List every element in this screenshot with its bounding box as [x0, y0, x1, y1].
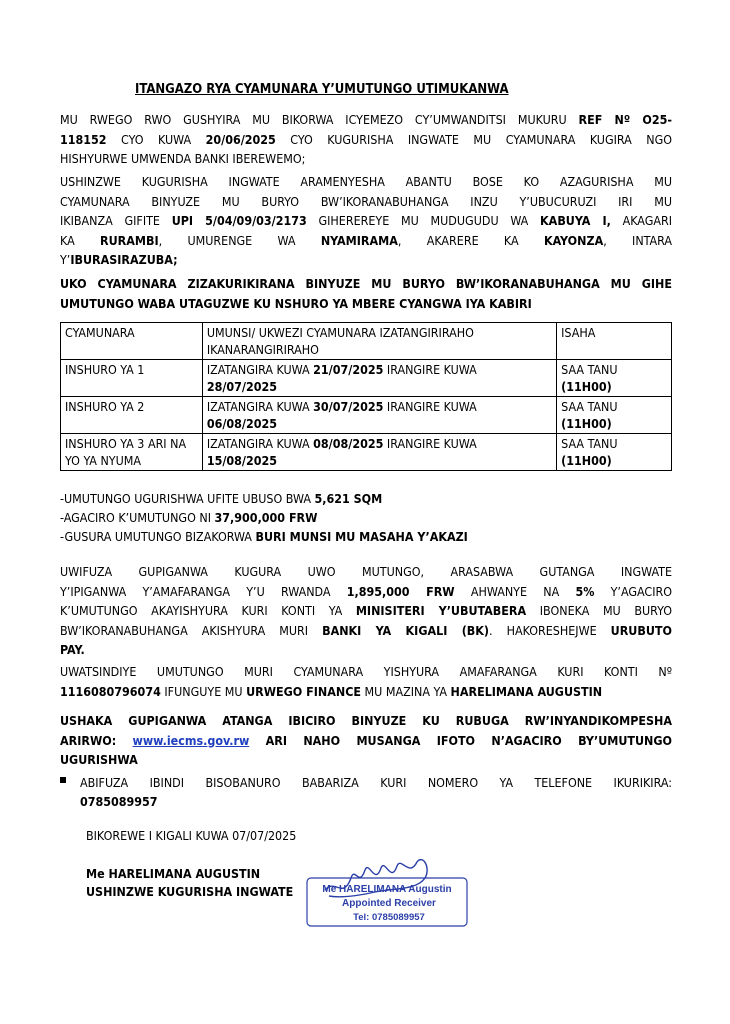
contact-line-1: ABIFUZA IBINDI BISOBANURO BABARIZA KURI NOMERO YA TELEFONE IKURIKIRA:: [80, 775, 672, 790]
phone-number: 0785089957: [80, 794, 158, 809]
reference-number: REF Nº O25-: [578, 112, 672, 127]
time-value: (11H00): [561, 416, 612, 431]
deposit-text: AHWANYE NA: [454, 583, 576, 599]
area-fact: [60, 489, 672, 508]
winner-payment-paragraph: [60, 662, 672, 701]
winner-line-1: UWATSINDIYE UMUTUNGO MURI CYAMUNARA YISHYURA AMAFARANGA KURI KONTI Nº: [60, 664, 672, 679]
winner-line-2: [60, 682, 672, 702]
auction-schedule-table: [60, 322, 672, 471]
deposit-amount: 1,895,000 FRW: [346, 583, 455, 599]
end-date: 28/07/2025: [206, 379, 278, 394]
sector-name: NYAMIRAMA: [320, 232, 398, 248]
contact-text: [80, 773, 672, 811]
table-row: [61, 397, 672, 434]
stamp-phone: Tel: 0785089957: [353, 912, 425, 923]
village-name: KABUYA I,: [540, 213, 611, 228]
account-holder: HARELIMANA AUGUSTIN: [450, 683, 603, 699]
date-text: IRANGIRE KUWA: [383, 362, 477, 377]
deposit-text: Y’IPIGANWA Y’AMAFARANGA Y’U RWANDA: [60, 583, 347, 599]
bidding-text: ARI NAHO MUSANGA IFOTO N’AGACIRO BY’UMUTUNGO: [249, 732, 672, 748]
deposit-line-1: UWIFUZA GUPIGANWA KUGURA UWO MUTUNGO, ARASABWA GUTANGA INGWATE: [60, 564, 672, 579]
province-name: IBURASIRAZUBA;: [70, 252, 178, 267]
intro-text: CYO KUGURISHA INGWATE MU CYAMUNARA KUGIRA NGO: [275, 131, 672, 147]
upi-number: UPI 5/04/09/03/2173: [171, 213, 307, 228]
area-value: 5,621 SQM: [314, 491, 383, 506]
intro-line-3: HISHYURWE UMWENDA BANKI IBEREWEMO;: [60, 151, 306, 166]
time-cell: [557, 360, 672, 397]
deposit-text: K’UMUTUNGO AKAYISHYURA KURI KONTI YA: [60, 603, 356, 618]
fact-text: -AGACIRO K’UMUTUNGO NI: [60, 510, 215, 525]
start-date: 30/07/2025: [313, 399, 384, 414]
header-date: UMUNSI/ UKWEZI CYAMUNARA IZATANGIRIRAHO IKANARANGIRIRAHO: [202, 323, 556, 360]
schedule-intro: [60, 274, 672, 313]
account-number: 1116080796074: [60, 683, 161, 699]
bidding-text: ARIRWO:: [60, 732, 133, 748]
intro-text: MU RWEGO RWO GUSHYIRA MU BIKORWA ICYEMEZO CY’UMWANDITSI MUKURU: [60, 112, 579, 127]
time-cell: [557, 397, 672, 434]
date-cell: [202, 434, 556, 471]
table-row: [61, 434, 672, 471]
bullet-marker: [60, 777, 66, 783]
signatory-role: USHINZWE KUGURISHA INGWATE: [86, 884, 294, 899]
winner-text: MU MAZINA YA: [361, 683, 451, 699]
deposit-line-2: [60, 582, 672, 602]
bidding-line-2: [60, 731, 672, 751]
property-text: KA: [60, 232, 101, 248]
district-name: KAYONZA: [543, 232, 604, 248]
deposit-text: Y’AGACIRO: [594, 583, 672, 599]
property-text: IKIBANZA GIFITE: [60, 213, 172, 228]
visit-hours: BURI MUNSI MU MASAHA Y’AKAZI: [255, 529, 468, 544]
schedule-intro-line-1: UKO CYAMUNARA ZIZAKURIKIRANA BINYUZE MU BURYO BW’IKORANABUHANGA MU GIHE: [60, 276, 672, 291]
intro-paragraph: [60, 110, 672, 169]
property-line-4: [60, 231, 672, 251]
intro-line-2: [60, 130, 672, 150]
date-text: IZATANGIRA KUWA: [206, 362, 314, 377]
stamp-role: Appointed Receiver: [342, 898, 436, 909]
intro-line-1: [60, 110, 672, 130]
reference-number-cont: 118152: [60, 131, 107, 147]
property-line-2: CYAMUNARA BINYUZE MU BURYO BW’IKORANABUHANGA INZU Y’UBUCURUZI IRI MU: [60, 193, 672, 209]
date-text: IZATANGIRA KUWA: [206, 436, 314, 451]
property-text: AKAGARI: [610, 213, 672, 228]
time-text: SAA TANU: [561, 399, 618, 414]
time-value: (11H00): [561, 379, 612, 394]
finance-institution: URWEGO FINANCE: [246, 683, 361, 699]
bidding-line-3: UGURISHWA: [60, 752, 138, 767]
date-cell: [202, 397, 556, 434]
deposit-text: . HAKORESHEJWE: [489, 622, 611, 638]
property-paragraph: [60, 172, 672, 270]
iecms-link[interactable]: www.iecms.gov.rw: [132, 732, 250, 748]
place-date: BIKOREWE I KIGALI KUWA 07/07/2025: [86, 828, 297, 843]
deposit-text: IBONEKA MU BURYO: [526, 603, 672, 618]
start-date: 21/07/2025: [313, 362, 384, 377]
property-line-1: USHINZWE KUGURISHA INGWATE ARAMENYESHA ABANTU BOSE KO AZAGURISHA MU: [60, 174, 672, 189]
end-date: 15/08/2025: [206, 453, 278, 468]
property-text: GIHEREREYE MU MUDUGUDU WA: [306, 213, 541, 228]
table-header-row: [61, 323, 672, 360]
property-text: Y’: [60, 252, 71, 267]
decision-date: 20/06/2025: [205, 131, 276, 147]
property-line-3: [60, 211, 672, 231]
property-line-5: [60, 250, 672, 270]
stamp-name: Me HARELIMANA Augustin: [322, 884, 452, 895]
deposit-text: BW’IKORANABUHANGA AKISHYURA MURI: [60, 622, 323, 638]
signatory-name: Me HARELIMANA AUGUSTIN: [86, 866, 261, 881]
cell-name: RURAMBI: [100, 232, 159, 248]
date-text: IRANGIRE KUWA: [383, 436, 477, 451]
deposit-percent: 5%: [575, 583, 595, 599]
bidding-line-1: USHAKA GUPIGANWA ATANGA IBICIRO BINYUZE KU RUBUGA RW’INYANDIKOMPESHA: [60, 713, 672, 728]
fact-text: -UMUTUNGO UGURISHWA UFITE UBUSO BWA: [60, 491, 315, 506]
date-cell: [202, 360, 556, 397]
deposit-paragraph: [60, 562, 672, 660]
deposit-line-5: [60, 640, 672, 660]
deposit-line-3: [60, 601, 672, 621]
header-cyamunara: CYAMUNARA: [61, 323, 203, 360]
time-text: SAA TANU: [561, 436, 618, 451]
ministry-name: MINISITERI Y’UBUTABERA: [355, 603, 527, 618]
time-text: SAA TANU: [561, 362, 618, 377]
round-cell: INSHURO YA 3 ARI NA YO YA NYUMA: [61, 434, 203, 471]
deposit-line-4: [60, 621, 672, 641]
property-text: , UMURENGE WA: [158, 232, 321, 248]
property-text: , INTARA: [603, 232, 673, 248]
bidding-paragraph: [60, 711, 672, 770]
property-text: , AKARERE KA: [397, 232, 544, 248]
date-text: IRANGIRE KUWA: [383, 399, 477, 414]
value-fact: [60, 508, 672, 527]
winner-text: IFUNGUYE MU: [160, 683, 247, 699]
time-value: (11H00): [561, 453, 612, 468]
round-cell: INSHURO YA 2: [61, 397, 203, 434]
bank-name: BANKI YA KIGALI (BK): [322, 622, 490, 638]
round-cell: INSHURO YA 1: [61, 360, 203, 397]
payment-platform-cont: PAY.: [60, 642, 85, 657]
visit-fact: [60, 527, 672, 546]
notice-title: ITANGAZO RYA CYAMUNARA Y’UMUTUNGO UTIMUKANWA: [135, 82, 509, 97]
time-cell: [557, 434, 672, 471]
official-stamp: [305, 848, 470, 928]
table-row: [61, 360, 672, 397]
intro-text: CYO KUWA: [106, 131, 206, 147]
property-value: 37,900,000 FRW: [214, 510, 318, 525]
header-time: ISAHA: [557, 323, 672, 360]
date-text: IZATANGIRA KUWA: [206, 399, 314, 414]
fact-text: -GUSURA UMUTUNGO BIZAKORWA: [60, 529, 256, 544]
end-date: 06/08/2025: [206, 416, 278, 431]
start-date: 08/08/2025: [313, 436, 384, 451]
payment-platform: URUBUTO: [610, 622, 672, 638]
property-facts: [60, 489, 672, 546]
schedule-intro-line-2: UMUTUNGO WABA UTAGUZWE KU NSHURO YA MBERE CYANGWA IYA KABIRI: [60, 295, 532, 311]
